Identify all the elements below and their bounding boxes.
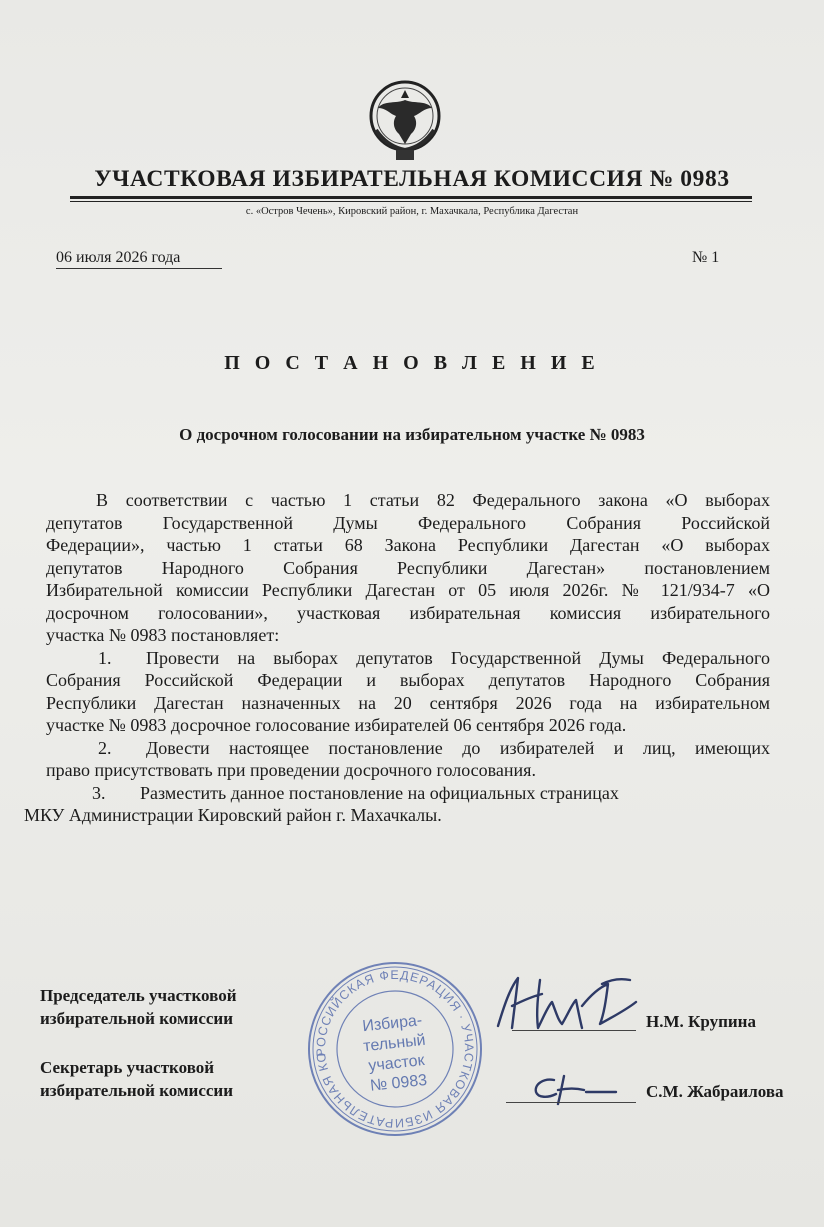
item-3-first-line: 3. Разместить данное постановление на официальных страницах	[92, 782, 619, 803]
item-line: участке № 0983 досрочное голосование избирателей 06 сентября 2026 года.	[46, 715, 627, 735]
document-date: 06 июля 2026 года	[56, 249, 222, 269]
official-stamp	[306, 960, 484, 1138]
item-number: 1.	[98, 647, 112, 668]
chair-signature-line	[512, 1030, 636, 1031]
item-line: МКУ Администрации Кировский район г. Махачкалы.	[24, 805, 442, 825]
item-line: право присутствовать при проведении досрочного голосования.	[46, 760, 536, 780]
header-rule-thick	[70, 196, 752, 199]
stamp-center-line: № 0983	[369, 1071, 428, 1095]
item-line: Республики Дагестан назначенных на 20 сентября 2026 года на избирательном	[46, 692, 770, 713]
stamp-center-line: участок	[367, 1052, 426, 1075]
stamp-center-line: тельный	[362, 1031, 427, 1056]
document-type-heading: П О С Т А Н О В Л Е Н И Е	[224, 352, 600, 374]
item-number: 2.	[98, 737, 112, 758]
preamble-line: досрочном голосовании», участковая избирательная комиссия избирательного	[46, 602, 770, 623]
stamp-ring-text: РОССИЙСКАЯ ФЕДЕРАЦИЯ · УЧАСТКОВАЯ ИЗБИРАТЕЛЬНАЯ КОМИССИЯ	[313, 967, 477, 1131]
preamble-line: участка № 0983 постановляет:	[46, 625, 280, 645]
secretary-name: С.М. Жабраилова	[646, 1082, 784, 1101]
header-rule-thin	[70, 201, 752, 202]
preamble-line: депутатов Народного Собрания Республики Дагестан» постановлением	[46, 557, 770, 578]
document-subject: О досрочном голосовании на избирательном участке № 0983	[179, 425, 645, 444]
item-2-first-line: 2. Довести настоящее постановление до избирателей и лиц, имеющих	[98, 737, 770, 758]
preamble-line: В соответствии с частью 1 статьи 82 Федерального закона «О выборах	[96, 490, 770, 510]
commission-title: УЧАСТКОВАЯ ИЗБИРАТЕЛЬНАЯ КОМИССИЯ № 0983	[94, 166, 730, 192]
commission-address: с. «Остров Чечень», Кировский район, г. Махачкала, Республика Дагестан	[245, 206, 579, 217]
chair-handwritten-signature	[486, 966, 646, 1038]
dagestan-coat-of-arms-icon	[366, 78, 444, 164]
stamp-center-line: Избира-	[361, 1012, 424, 1036]
preamble-line: депутатов Государственной Думы Федерального Собрания Российской	[46, 512, 770, 533]
document-number: № 1	[692, 249, 720, 266]
document-body	[24, 489, 770, 827]
preamble-line: Федерации», частью 1 статьи 68 Закона Республики Дагестан «О выборах	[46, 535, 770, 555]
item-number: 3.	[92, 782, 106, 803]
item-line: Собрания Российской Федерации и выборах депутатов Народного Собрания	[46, 670, 770, 690]
secretary-label: Секретарь участковой избирательной комиссии	[40, 1058, 234, 1100]
item-1-first-line: 1. Провести на выборах депутатов Государственной Думы Федерального	[98, 647, 770, 668]
chair-label: Председатель участковой избирательной комиссии	[40, 986, 237, 1028]
chair-name: Н.М. Крупина	[646, 1012, 756, 1031]
secretary-signature-line	[506, 1102, 636, 1103]
preamble-line: Избирательной комиссии Республики Дагестан от 05 июля 2026г. № 121/934-7 «О	[46, 580, 770, 600]
